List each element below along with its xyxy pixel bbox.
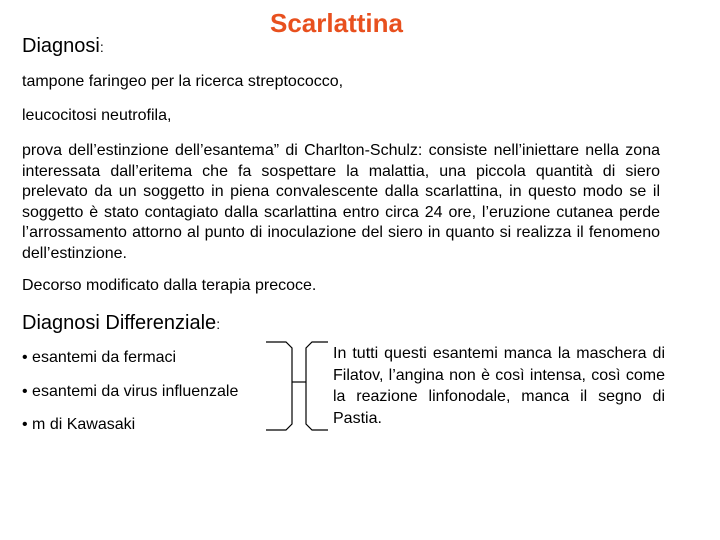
right-bracket <box>306 342 328 430</box>
decorso-line: Decorso modificato dalla terapia precoce. <box>22 277 317 294</box>
left-bracket <box>266 342 292 430</box>
slide-title: Scarlattina <box>270 8 403 38</box>
diagnosi-item-tampone: tampone faringeo per la ricerca streptococco, <box>22 73 344 90</box>
diagnosi-item-leucocitosi: leucocitosi neutrofila, <box>22 107 172 124</box>
diagnosi-heading-text: Diagnosi <box>22 35 100 57</box>
diagnosi-heading-colon: : <box>99 39 104 55</box>
diagnosi-paragraph-charlton-schulz: prova dell’estinzione dell’esantema” di Charlton-Schulz: consiste nell’iniettare nella zona interessata dall’eritema che fa sospettare la malattia, una piccola quantità di siero prelevato da un soggetto in piena convalescente dalla scarlattina, in questo modo se il soggetto è stato contagiato dalla scarlattina entro circa 24 ore, l’eruzione cutanea perde l’arrossamento attorno al punto di inoculazione del siero in quanto si realizza il fenomeno dell’estinzione. <box>22 142 660 262</box>
bullet-kawasaki: • m di Kawasaki <box>22 416 136 433</box>
differenziale-heading-text: Diagnosi Differenziale <box>22 312 217 334</box>
diagnosi-heading <box>22 35 104 58</box>
grouping-brackets <box>262 336 332 436</box>
bullet-esantemi-fermaci: • esantemi da fermaci <box>22 349 177 366</box>
differenziale-note: In tutti questi esantemi manca la maschera di Filatov, l’angina non è così intensa, così come la reazione linfonodale, manca il segno di Pastia. <box>333 345 665 427</box>
differenziale-heading-colon: : <box>216 316 221 332</box>
bullet-esantemi-virus: • esantemi da virus influenzale <box>22 383 239 400</box>
differenziale-heading <box>22 312 220 335</box>
